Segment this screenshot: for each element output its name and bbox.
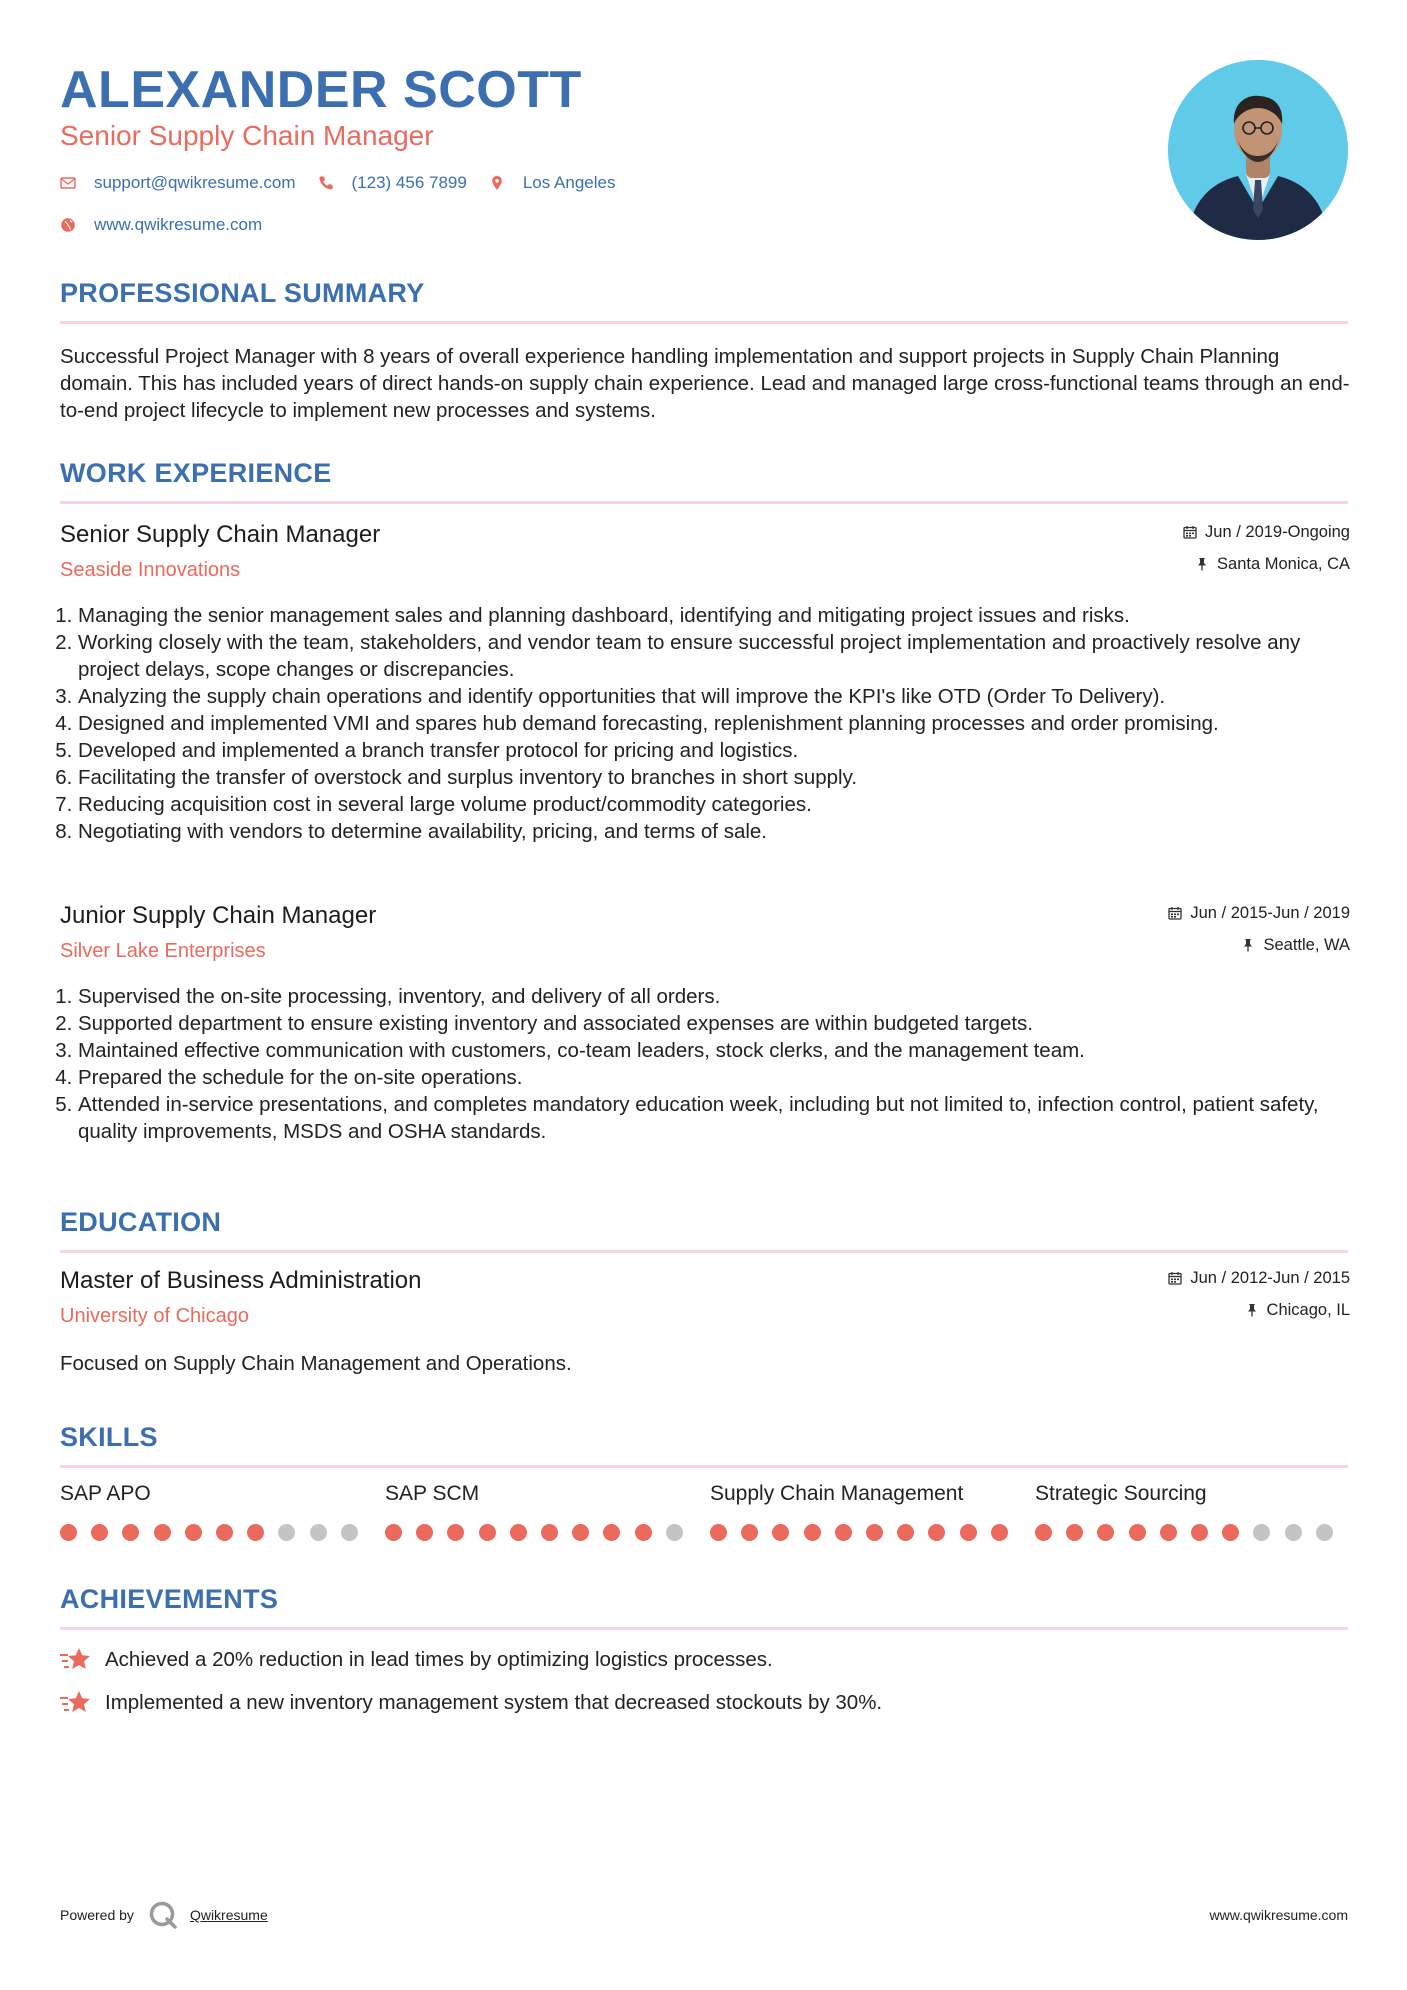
skill-item	[710, 1482, 1035, 1541]
skill-dot-filled	[385, 1524, 402, 1541]
qwikresume-link[interactable]: Qwikresume	[189, 1907, 268, 1923]
skill-dot-filled	[247, 1524, 264, 1541]
calendar-icon	[1168, 1271, 1182, 1285]
skill-label: SAP SCM	[385, 1482, 480, 1505]
job-meta	[1183, 521, 1350, 575]
job-location	[1168, 934, 1350, 956]
achievement-item	[60, 1646, 1350, 1674]
skill-dot-empty	[1285, 1524, 1302, 1541]
skill-dot-filled	[635, 1524, 652, 1541]
skill-dot-filled	[572, 1524, 589, 1541]
list-item: 3. Analyzing the supply chain operations and identify opportunities that will improve the KPI's like OTD (Order To Delivery).	[78, 683, 1350, 710]
skill-dot-filled	[1222, 1524, 1239, 1541]
skill-dot-filled	[122, 1524, 139, 1541]
skill-dot-filled	[1129, 1524, 1146, 1541]
education-dates	[1168, 1267, 1350, 1289]
degree: Master of Business Administration	[60, 1267, 422, 1294]
pushpin-icon	[1245, 1303, 1259, 1317]
section-divider	[60, 501, 1348, 504]
phone-item[interactable]	[318, 173, 467, 193]
education-heading: EDUCATION	[60, 1207, 222, 1237]
job-responsibilities	[60, 983, 1350, 1145]
footer-url[interactable]: www.qwikresume.com	[1209, 1907, 1348, 1923]
section-divider	[60, 321, 1348, 324]
phone-text[interactable]: (123) 456 7899	[351, 173, 467, 192]
pushpin-icon	[1195, 557, 1209, 571]
job-dates	[1183, 521, 1350, 543]
experience-heading: WORK EXPERIENCE	[60, 458, 332, 488]
skill-item	[385, 1482, 710, 1541]
achievements-section-heading	[60, 1584, 1348, 1630]
skill-dot-filled	[772, 1524, 789, 1541]
profile-photo	[1168, 60, 1348, 240]
skill-dot-filled	[960, 1524, 977, 1541]
skill-rating	[385, 1524, 710, 1541]
skill-dot-filled	[1160, 1524, 1177, 1541]
job-location	[1183, 553, 1350, 575]
skill-dot-empty	[1253, 1524, 1270, 1541]
skill-dot-filled	[1191, 1524, 1208, 1541]
person-portrait-icon	[1168, 60, 1348, 240]
job-role: Junior Supply Chain Manager	[60, 902, 377, 929]
skill-rating	[1035, 1524, 1360, 1541]
skill-dot-filled	[416, 1524, 433, 1541]
list-item: 7. Reducing acquisition cost in several large volume product/commodity categories.	[78, 791, 1350, 818]
skill-dot-filled	[710, 1524, 727, 1541]
job-entry	[60, 521, 1350, 845]
job-location-text: Santa Monica, CA	[1217, 554, 1350, 573]
location-item	[489, 173, 616, 193]
job-dates-text: Jun / 2019-Ongoing	[1205, 522, 1350, 541]
pushpin-icon	[1241, 938, 1255, 952]
job-company: Seaside Innovations	[60, 559, 241, 581]
education-entry	[60, 1267, 1350, 1376]
job-company: Silver Lake Enterprises	[60, 940, 266, 962]
job-meta	[1168, 902, 1350, 956]
skill-dot-filled	[741, 1524, 758, 1541]
skill-dot-filled	[510, 1524, 527, 1541]
education-description: Focused on Supply Chain Management and Operations.	[60, 1352, 572, 1375]
list-item: 2. Working closely with the team, stakeholders, and vendor team to ensure successful project implementation and proactively resolve any project delays, scope changes or discrepancies.	[78, 629, 1350, 683]
skill-dot-filled	[185, 1524, 202, 1541]
education-location	[1168, 1299, 1350, 1321]
skill-dot-filled	[603, 1524, 620, 1541]
education-dates-text: Jun / 2012-Jun / 2015	[1190, 1268, 1350, 1287]
skill-item	[60, 1482, 385, 1541]
list-item: 6. Facilitating the transfer of overstock and surplus inventory to branches in short supply.	[78, 764, 1350, 791]
job-entry	[60, 902, 1350, 1145]
job-responsibilities	[60, 602, 1350, 845]
footer-powered-by	[60, 1900, 268, 1930]
skill-dot-empty	[278, 1524, 295, 1541]
skill-dot-filled	[897, 1524, 914, 1541]
section-divider	[60, 1627, 1348, 1630]
job-dates-text: Jun / 2015-Jun / 2019	[1190, 903, 1350, 922]
education-meta	[1168, 1267, 1350, 1321]
achievement-text: Implemented a new inventory management system that decreased stockouts by 30%.	[105, 1691, 883, 1714]
section-divider	[60, 1250, 1348, 1253]
list-item: 5. Developed and implemented a branch transfer protocol for pricing and logistics.	[78, 737, 1350, 764]
skill-dot-filled	[835, 1524, 852, 1541]
skill-item	[1035, 1482, 1360, 1541]
skill-dot-filled	[866, 1524, 883, 1541]
skill-label: Strategic Sourcing	[1035, 1482, 1207, 1505]
contact-row	[60, 173, 637, 193]
skill-rating	[710, 1524, 1035, 1541]
skills-heading: SKILLS	[60, 1422, 158, 1452]
job-dates	[1168, 902, 1350, 924]
skill-rating	[60, 1524, 385, 1541]
powered-by-label: Powered by	[60, 1907, 134, 1923]
candidate-title: Senior Supply Chain Manager	[60, 120, 434, 151]
job-role: Senior Supply Chain Manager	[60, 521, 381, 548]
skill-dot-filled	[1035, 1524, 1052, 1541]
skill-dot-filled	[1097, 1524, 1114, 1541]
skill-dot-filled	[216, 1524, 233, 1541]
calendar-icon	[1183, 525, 1197, 539]
skill-dot-filled	[991, 1524, 1008, 1541]
skill-dot-filled	[928, 1524, 945, 1541]
skill-dot-filled	[447, 1524, 464, 1541]
star-icon	[60, 1646, 92, 1674]
skill-dot-empty	[666, 1524, 683, 1541]
education-location-text: Chicago, IL	[1266, 1300, 1350, 1319]
skill-dot-empty	[1316, 1524, 1333, 1541]
website-text[interactable]: www.qwikresume.com	[94, 215, 263, 234]
school: University of Chicago	[60, 1305, 249, 1327]
experience-section-heading	[60, 458, 1348, 504]
list-item: 8. Negotiating with vendors to determine availability, pricing, and terms of sale.	[78, 818, 1350, 845]
list-item: 4. Prepared the schedule for the on-site operations.	[78, 1064, 1350, 1091]
calendar-icon	[1168, 906, 1182, 920]
summary-section-heading	[60, 278, 1348, 324]
achievements-heading: ACHIEVEMENTS	[60, 1584, 279, 1614]
map-pin-icon	[489, 175, 505, 191]
skill-dot-filled	[541, 1524, 558, 1541]
website-item[interactable]	[60, 215, 262, 235]
skill-dot-filled	[91, 1524, 108, 1541]
globe-icon	[60, 217, 76, 233]
job-location-text: Seattle, WA	[1263, 935, 1350, 954]
list-item: 1. Supervised the on-site processing, inventory, and delivery of all orders.	[78, 983, 1350, 1010]
education-section-heading	[60, 1207, 1348, 1253]
skill-dot-filled	[479, 1524, 496, 1541]
skills-section-heading	[60, 1422, 1348, 1468]
skills-list	[60, 1482, 1360, 1541]
summary-heading: PROFESSIONAL SUMMARY	[60, 278, 425, 308]
skill-label: Supply Chain Management	[710, 1482, 964, 1505]
achievement-text: Achieved a 20% reduction in lead times by optimizing logistics processes.	[105, 1648, 773, 1671]
star-icon	[60, 1689, 92, 1717]
skill-dot-filled	[1066, 1524, 1083, 1541]
list-item: 1. Managing the senior management sales and planning dashboard, identifying and mitigating project issues and risks.	[78, 602, 1350, 629]
list-item: 5. Attended in-service presentations, and completes mandatory education week, including but not limited to, infection control, patient safety, quality improvements, MSDS and OSHA standards.	[78, 1091, 1350, 1145]
skill-dot-filled	[154, 1524, 171, 1541]
location-text: Los Angeles	[522, 173, 616, 192]
skill-dot-filled	[804, 1524, 821, 1541]
candidate-name: ALEXANDER SCOTT	[60, 61, 582, 119]
list-item: 3. Maintained effective communication with customers, co-team leaders, stock clerks, and the management team.	[78, 1037, 1350, 1064]
skill-dot-empty	[341, 1524, 358, 1541]
skill-label: SAP APO	[60, 1482, 151, 1505]
skill-dot-filled	[60, 1524, 77, 1541]
section-divider	[60, 1465, 1348, 1468]
phone-icon	[318, 175, 334, 191]
website-row	[60, 215, 284, 235]
summary-text: Successful Project Manager with 8 years of overall experience handling implementation and support projects in Supply Chain Planning domain. This has included years of direct hands-on supply chain experience. Lead and managed large cross-functional teams through an end-to-end project lifecycle to implement new processes and systems.	[60, 345, 1350, 422]
list-item: 2. Supported department to ensure existing inventory and associated expenses are within budgeted targets.	[78, 1010, 1350, 1037]
list-item: 4. Designed and implemented VMI and spares hub demand forecasting, replenishment planning processes and order promising.	[78, 710, 1350, 737]
email-text[interactable]: support@qwikresume.com	[94, 173, 296, 192]
skill-dot-empty	[310, 1524, 327, 1541]
qwikresume-logo-icon	[148, 1900, 178, 1930]
email-item[interactable]	[60, 173, 296, 193]
achievement-item	[60, 1689, 1350, 1717]
envelope-icon	[60, 175, 76, 191]
